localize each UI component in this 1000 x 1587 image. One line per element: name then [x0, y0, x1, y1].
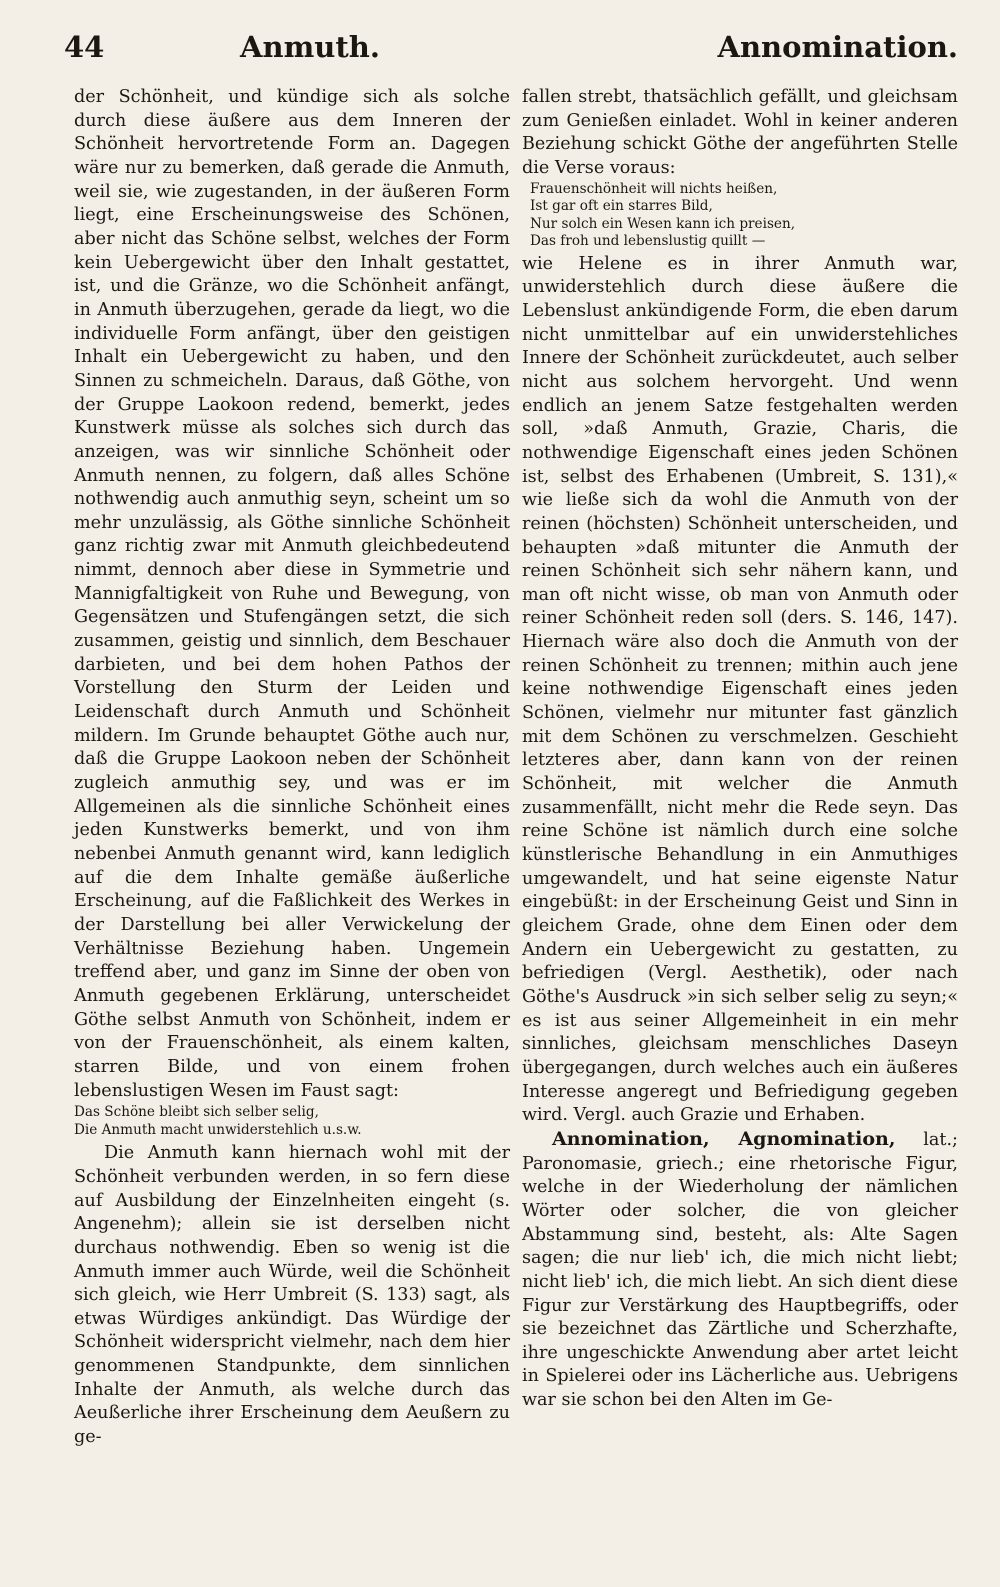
left-paragraph-1: der Schönheit, und kündige sich als solche durch diese äußere aus dem Inneren der Schönheit hervortretende Form an. Dagegen wäre nur zu bemerken, daß gerade die Anmuth, weil sie, wie zugestanden, in der äußeren Form liegt, eine Erscheinungsweise des Schönen, aber nicht das Schöne selbst, welches der Form kein Uebergewicht über den Inhalt gestattet, ist, und die Gränze, wo die Schönheit anfängt, in Anmuth überzugehen, gerade da liegt, wo die individuelle Form anfängt, über den geistigen Inhalt ein Uebergewicht zu haben, und den Sinnen zu schmeicheln. Daraus, daß Göthe, von der Gruppe Laokoon redend, bemerkt, jedes Kunstwerk müsse als solches sich durch das anzeigen, was wir sinnliche Schönheit oder Anmuth nennen, zu folgern, daß alles Schöne nothwendig auch anmuthig seyn, scheint um so mehr unzulässig, als Göthe sinnliche Schönheit ganz richtig zwar mit Anmuth gleichbedeutend nimmt, dennoch aber diese in Symmetrie und Mannigfaltigkeit von Ruhe und Bewegung, von Gegensätzen und Stufengängen setzt, die sich zusammen, geistig und sinnlich, dem Beschauer darbieten, und bei dem hohen Pathos der Vorstellung den Sturm der Leiden und Leidenschaft durch Anmuth und Schönheit mildern. Im Grunde behauptet Göthe auch nur, daß die Gruppe Laokoon neben der Schönheit zugleich anmuthig sey, und was er im Allgemeinen als die sinnliche Schönheit eines jeden Kunstwerks bemerkt, und von ihm nebenbei Anmuth genannt wird, kann lediglich auf die dem Inhalte gemäße äußerliche Erscheinung, auf die Faßlichkeit des Werkes in der Darstellung bei aller Verwickelung der Verhältnisse Beziehung haben. Ungemein treffend aber, und ganz im Sinne der oben von Anmuth gegebenen Erklärung, unterscheidet Göthe selbst Anmuth von Schönheit, indem er von der Frauenschönheit, als einem kalten, starren Bilde, und von einem frohen lebenslustigen Wesen im Faust sagt: — [74, 87, 510, 1101]
right-column — [522, 86, 958, 1413]
running-head-left: Anmuth. — [240, 30, 380, 64]
right-verse-quote — [522, 181, 958, 251]
left-column — [74, 86, 510, 1450]
page-number: 44 — [64, 30, 105, 64]
verse-line: Frauenschönheit will nichts heißen, — [530, 180, 778, 197]
entry-text: lat.; Paronomasie, griech.; eine rhetorische Figur, welche in der Wiederholung der nämlichen Wörter oder solcher, die von gleicher Abstammung sind, besteht, als: Alte Sagen sagen; die nur lieb' ich, die mich nicht liebt; nicht lieb' ich, die mich liebt. An sich dient diese Figur zur Verstärkung des Hauptbegriffs, oder sie bezeichnet das Zärtliche und Scherzhafte, ihre ungeschickte Anwendung aber artet leicht in Spielerei oder ins Lächerliche aus. Uebrigens war sie schon bei den Alten im Ge- — [522, 1129, 958, 1411]
verse-line: Ist gar oft ein starres Bild, — [530, 198, 713, 215]
running-head-right: Annomination. — [717, 30, 958, 64]
entry-headword: Annomination, Agnomination, — [552, 1127, 896, 1150]
left-verse-quote — [74, 1104, 510, 1139]
verse-line: Das Schöne bleibt sich selber selig, — [74, 1104, 319, 1121]
left-paragraph-2: Die Anmuth kann hiernach wohl mit der Schönheit verbunden werden, in so fern diese auf Ausbildung der Einzelnheiten eingeht (s. Angenehm); allein sie ist derselben nicht durchaus nothwendig. Eben so wenig ist die Anmuth immer auch Würde, weil die Schönheit sich gleich, wie Herr Umbreit (S. 133) sagt, als etwas Würdiges ankündigt. Das Würdige der Schönheit widerspricht vielmehr, nach dem hier genommenen Standpunkte, dem sinnlichen Inhalte der Anmuth, als welche durch das Aeußerliche ihrer Erscheinung dem Aeußern zu ge- — [74, 1143, 510, 1448]
verse-line: Nur solch ein Wesen kann ich preisen, — [530, 215, 796, 232]
verse-line: Die Anmuth macht unwiderstehlich u.s.w. — [74, 1121, 362, 1138]
verse-line: Das froh und lebenslustig quillt — — [530, 233, 766, 250]
dictionary-entry — [522, 1128, 958, 1413]
right-paragraph-2: wie Helene es in ihrer Anmuth war, unwiderstehlich durch diese äußere die Lebenslust ankündigende Form, die eben darum nicht unmittelbar auf ein unwiderstehliches Innere der Schönheit zurückdeutet, auch selber nicht aus solchem hervorgeht. Und wenn endlich an jenem Satze festgehalten werden soll, »daß Anmuth, Grazie, Charis, die nothwendige Eigenschaft eines jeden Schönen ist, selbst des Erhabenen (Umbreit, S. 131),« wie ließe sich da wohl die Anmuth von der reinen (höchsten) Schönheit unterscheiden, und behaupten »daß mitunter die Anmuth der reinen Schönheit sich sehr nähern kann, und man oft nicht wisse, ob man von Anmuth oder reiner Schönheit reden soll (ders. S. 146, 147). Hiernach wäre also doch die Anmuth von der reinen Schönheit zu trennen; mithin auch jene keine nothwendige Eigenschaft eines jeden Schönen, vielmehr nur mitunter fast gänzlich mit dem Schönen zu verschmelzen. Geschieht letzteres aber, dann kann von der reinen Schönheit, mit welcher die Anmuth zusammenfällt, nicht mehr die Rede seyn. Das reine Schöne ist nämlich durch eine solche künstlerische Behandlung in ein Anmuthiges umgewandelt, und hat seine eigenste Natur eingebüßt: in der Erscheinung Geist und Sinn in gleichem Grade, ohne dem Einen oder dem Andern ein Uebergewicht zu gestatten, zu befriedigen (Vergl. Aesthetik), oder nach Göthe's Ausdruck »in sich selber selig zu seyn;« es ist aus seiner Allgemeinheit in ein mehr sinnliches, gleichsam menschliches Daseyn übergegangen, durch welches auch ein äußeres Interesse angeregt und Befriedigung gegeben wird. Vergl. auch Grazie und Erhaben. — [522, 253, 958, 1126]
right-paragraph-1: fallen strebt, thatsächlich gefällt, und gleichsam zum Genießen einladet. Wohl in keiner anderen Beziehung schickt Göthe der angeführten Stelle die Verse voraus: — [522, 87, 958, 178]
page-header — [64, 30, 958, 72]
